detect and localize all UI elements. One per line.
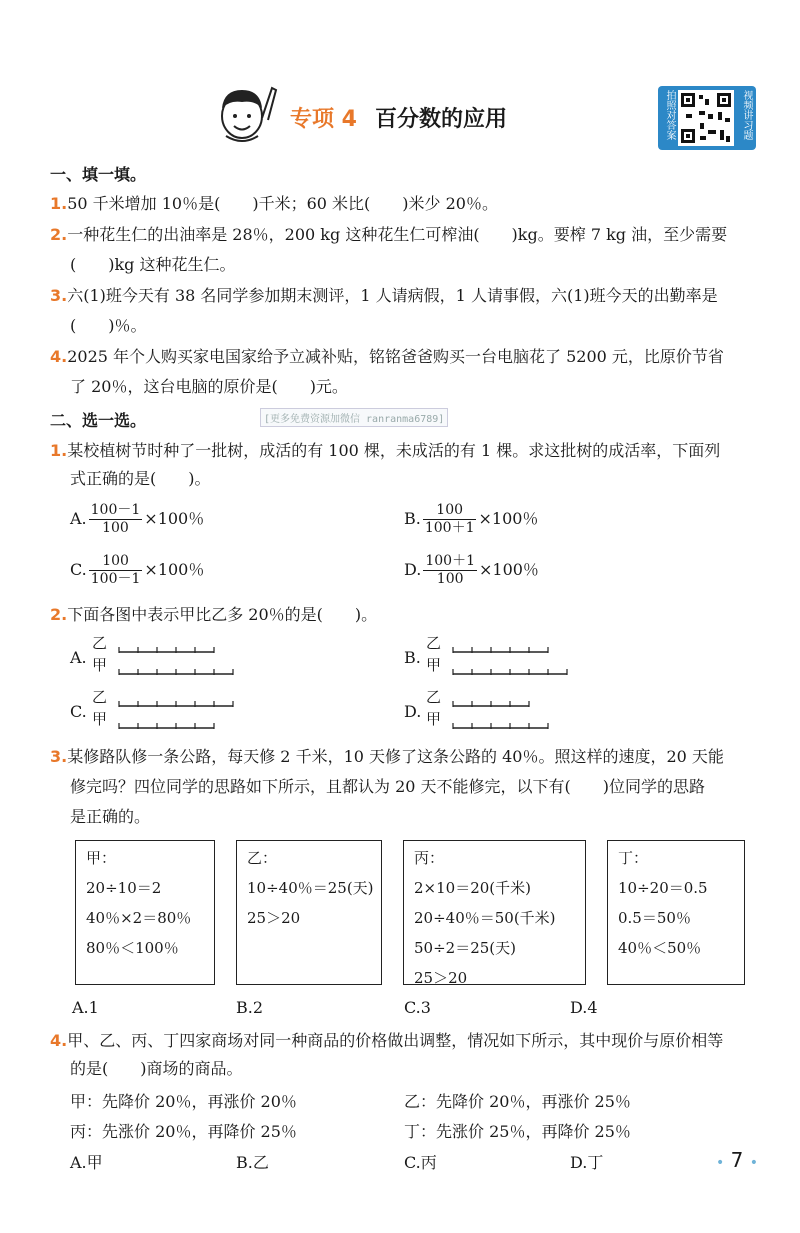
q1-choose: 1.某校植树节时种了一批树，成活的有 100 棵，未成活的有 1 棵。求这批树的成活率，下面列: [50, 441, 721, 460]
qr-code-icon: [678, 90, 734, 146]
solution-box-yi: 乙： 10÷40％＝25(天) 25＞20: [236, 840, 382, 985]
q1-option-b[interactable]: B. $\frac{100}{100+1}$ ×100％: [404, 502, 539, 536]
qr-code-block[interactable]: [658, 86, 756, 150]
solution-box-jia: 甲： 20÷10＝2 40％×2＝80％ 80％＜100％: [75, 840, 215, 985]
q2-option-b[interactable]: B.: [404, 648, 421, 667]
q3-option-a[interactable]: A.1: [72, 998, 99, 1017]
q3-fill-line2: ( )％。: [70, 316, 147, 335]
q4-option-b[interactable]: B.乙: [236, 1153, 269, 1172]
segment-line-jia: [118, 720, 217, 730]
segment-label-jia: 甲: [426, 710, 442, 728]
segment-line-jia: [452, 666, 570, 676]
qr-side-right: 视频讲习题: [741, 90, 752, 140]
q3-choose-line3: 是正确的。: [70, 807, 151, 826]
fraction: $\frac{100-1}{100}$: [90, 502, 141, 536]
q3-option-c[interactable]: C.3: [404, 998, 431, 1017]
solution-box-ding: 丁： 10÷20＝0.5 0.5＝50％ 40％＜50％: [607, 840, 745, 985]
segment-label-yi: 乙: [92, 688, 108, 706]
q4-item-bing: 丙：先涨价 20％，再降价 25％: [70, 1122, 297, 1141]
q3-fill: 3.六(1)班今天有 38 名同学参加期末测评，1 人请病假，1 人请事假，六(1)班今天的出勤率是: [50, 286, 718, 305]
segment-line-yi: [452, 698, 532, 708]
q2-option-c[interactable]: C.: [70, 702, 87, 721]
segment-label-yi: 乙: [426, 688, 442, 706]
q4-item-jia: 甲：先降价 20％，再涨价 20％: [70, 1092, 297, 1111]
q4-fill: 4.2025 年个人购买家电国家给予立减补贴，铭铭爸爸购买一台电脑花了 5200 元，比原价节省: [50, 347, 724, 366]
topic-number: 专项 4: [290, 107, 357, 132]
q4-choose-line2: 的是( )商场的商品。: [70, 1059, 243, 1078]
segment-line-yi: [118, 698, 236, 708]
q2-fill-line2: ( )kg 这种花生仁。: [70, 255, 236, 274]
segment-line-jia: [452, 720, 551, 730]
q3-choose-line2: 修完吗？四位同学的思路如下所示，且都认为 20 天不能修完，以下有( )位同学的思路: [70, 777, 706, 796]
q3-choose: 3.某修路队修一条公路，每天修 2 千米，10 天修了这条公路的 40％。照这样的速度，20 天能: [50, 747, 724, 766]
page-header: [210, 78, 570, 148]
segment-label-jia: 甲: [426, 656, 442, 674]
qr-side-left: 拍照对答案: [664, 90, 675, 140]
page-number: • 7 •: [716, 1148, 758, 1172]
segment-label-yi: 乙: [92, 634, 108, 652]
q1-option-a[interactable]: A. $\frac{100-1}{100}$ ×100％: [70, 502, 205, 536]
q2-choose: 2.下面各图中表示甲比乙多 20％的是( )。: [50, 605, 378, 624]
q1-option-c[interactable]: C. $\frac{100}{100-1}$ ×100％: [70, 553, 205, 587]
fraction: $\frac{100}{100+1}$: [424, 502, 475, 536]
q4-option-c[interactable]: C.丙: [404, 1153, 437, 1172]
page-title: [290, 102, 507, 133]
q4-option-a[interactable]: A.甲: [70, 1153, 103, 1172]
section-heading-choose: 二、选一选。: [50, 411, 147, 430]
q4-item-yi: 乙：先降价 20％，再涨价 25％: [404, 1092, 631, 1111]
q4-item-ding: 丁：先涨价 25％，再降价 25％: [404, 1122, 631, 1141]
watermark: [更多免费资源加微信 ranranma6789]: [260, 408, 448, 427]
q4-fill-line2: 了 20％，这台电脑的原价是( )元。: [70, 377, 348, 396]
q2-option-d[interactable]: D.: [404, 702, 422, 721]
solution-box-bing: 丙： 2×10＝20(千米) 20÷40％＝50(千米) 50÷2＝25(天) 25＞20: [403, 840, 586, 985]
segment-label-jia: 甲: [92, 710, 108, 728]
q1-option-d[interactable]: D. $\frac{100+1}{100}$ ×100％: [404, 553, 539, 587]
q4-choose: 4.甲、乙、丙、丁四家商场对同一种商品的价格做出调整，情况如下所示，其中现价与原价相等: [50, 1031, 724, 1050]
section-heading-fill: 一、填一填。: [50, 165, 147, 184]
q1-fill: 1.50 千米增加 10％是( )千米；60 米比( )米少 20％。: [50, 194, 498, 213]
segment-line-yi: [452, 644, 551, 654]
segment-line-jia: [118, 666, 236, 676]
q2-fill: 2.一种花生仁的出油率是 28％，200 kg 这种花生仁可榨油( )kg。要榨 7 kg 油，至少需要: [50, 225, 728, 244]
topic-title: 百分数的应用: [374, 107, 507, 132]
fraction: $\frac{100}{100-1}$: [90, 553, 141, 587]
q3-option-b[interactable]: B.2: [236, 998, 264, 1017]
fraction: $\frac{100+1}{100}$: [425, 553, 475, 587]
boy-mascot-icon: [210, 78, 280, 148]
segment-line-yi: [118, 644, 217, 654]
q1-choose-line2: 式正确的是( )。: [70, 469, 211, 488]
segment-label-yi: 乙: [426, 634, 442, 652]
segment-label-jia: 甲: [92, 656, 108, 674]
q4-option-d[interactable]: D.丁: [570, 1153, 604, 1172]
q2-option-a[interactable]: A.: [70, 648, 87, 667]
q3-option-d[interactable]: D.4: [570, 998, 598, 1017]
